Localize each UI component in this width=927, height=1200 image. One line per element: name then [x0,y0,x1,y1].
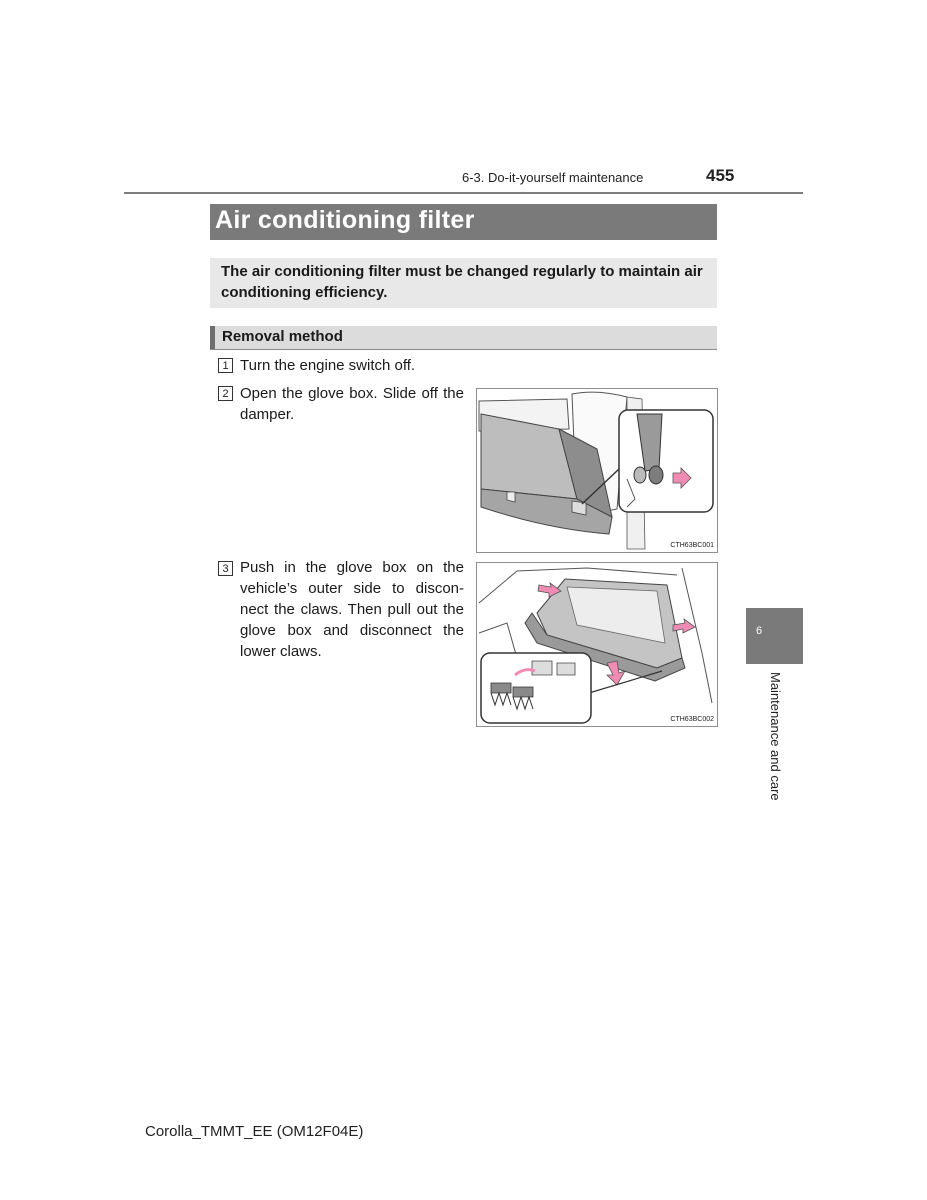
figure-glove-box-claws [476,562,718,727]
section-path: 6-3. Do-it-yourself maintenance [462,170,644,185]
glove-box-claws-illustration [477,563,717,726]
chapter-label: Maintenance and care [768,672,783,801]
intro-box [210,258,717,308]
page-number: 455 [706,166,735,185]
step-text-2: Open the glove box. Slide off the damper. [240,385,464,423]
step-text-3: Push in the glove box on the vehicle’s outer side to discon-nect the claws. Then pull out the glove box and disconnect the lower claws. [240,559,464,660]
figure-code: CTH63BC001 [670,542,714,549]
chapter-tab [746,608,803,664]
figure-glove-box-damper [476,388,718,553]
figure-code: CTH63BC002 [670,716,714,723]
page-title: Air conditioning filter [215,206,475,234]
subsection-accent [210,326,215,349]
glove-box-damper-illustration [477,389,717,552]
chapter-number: 6 [756,625,763,637]
subsection-bar [210,326,717,350]
page-title-bar [210,204,717,240]
step-text-1: Turn the engine switch off. [240,357,416,374]
subsection-title: Removal method [222,328,343,345]
intro-text: The air conditioning filter must be changed regularly to maintain air conditioning efficiency. [221,263,703,301]
step-number-1: 1 [218,358,233,373]
footer-doc-id: Corolla_TMMT_EE (OM12F04E) [145,1123,364,1140]
header-rule [124,192,803,194]
step-number-2: 2 [218,386,233,401]
step-number-3: 3 [218,561,233,576]
